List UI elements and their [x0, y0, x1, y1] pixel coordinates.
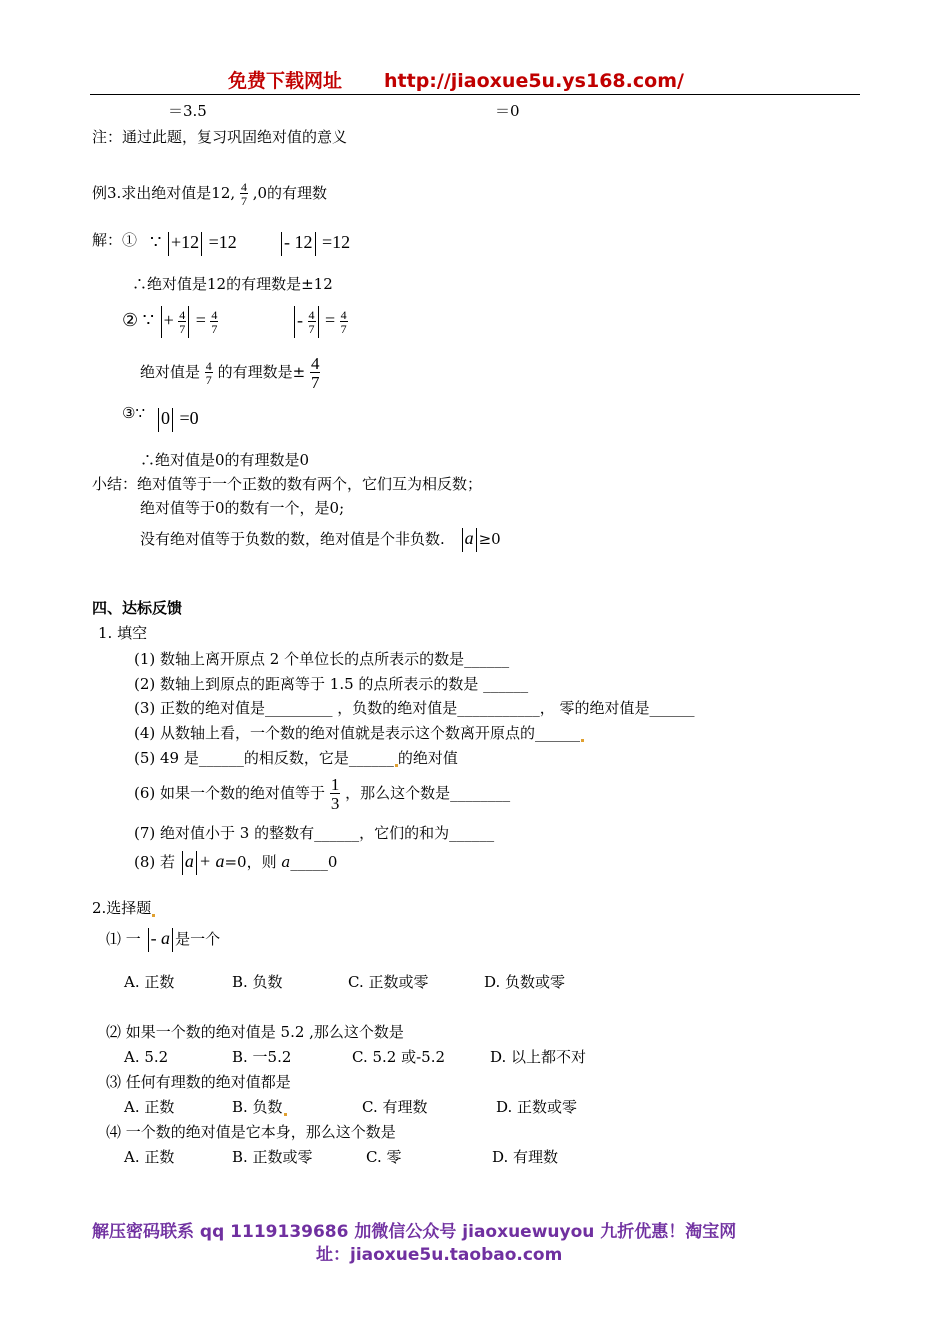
step2-minus: - — [297, 310, 303, 331]
step3-label: ③∵ — [122, 404, 145, 422]
q1-item4-text: (4) 从数轴上看，一个数的绝对值就是表示这个数离开原点的______ — [134, 724, 581, 742]
step2-conclusion-frac — [205, 360, 213, 386]
step3-equation — [156, 408, 199, 432]
abs-bar — [188, 306, 189, 338]
solution-label: 解：① — [92, 231, 138, 249]
q2-3-opt-b — [232, 1098, 287, 1116]
example3-suffix: ,0的有理数 — [252, 184, 328, 202]
abs-bar — [281, 232, 282, 256]
q1-item8-a: (8) 若 — [134, 853, 176, 872]
step2-conclusion — [140, 355, 320, 391]
header-url[interactable]: http://jiaoxue5u.ys168.com/ — [384, 70, 684, 92]
abs-bar — [161, 306, 162, 338]
step3-conclusion: ∴绝对值是0的有理数是0 — [140, 451, 310, 469]
footer-line2[interactable]: 址：jiaoxue5u.taobao.com — [316, 1245, 563, 1265]
step1-b: - 12 — [284, 232, 313, 253]
q1-item8-plus: + a — [198, 851, 225, 872]
frac-den: 7 — [240, 194, 247, 208]
abs-bar — [294, 306, 295, 338]
q1-item8 — [134, 851, 337, 875]
q1-item8-var: a — [184, 851, 194, 872]
q1-title: 1. 填空 — [98, 624, 148, 642]
q1-item5 — [134, 749, 458, 767]
q2-1-abs: - a — [150, 928, 171, 949]
frac-num: 4 — [211, 308, 218, 322]
step2-frac — [210, 309, 218, 335]
header-site-label: 免费下载网址 — [228, 70, 343, 92]
step1-equation-b — [279, 232, 350, 256]
abs-bar — [168, 232, 169, 256]
q2-title — [92, 899, 155, 917]
q2-2-opt-d: D. 以上都不对 — [490, 1048, 587, 1066]
frac-num: 4 — [310, 354, 320, 373]
step1-b-eq: =12 — [322, 232, 351, 253]
frac-num: 4 — [179, 308, 186, 322]
step2-plus: + — [163, 310, 174, 331]
frac-num: 4 — [340, 308, 347, 322]
q1-item4 — [134, 724, 584, 742]
step2-label: ② — [122, 310, 139, 331]
q2-4-opt-b: B. 正数或零 — [232, 1148, 313, 1166]
mark-dot — [152, 914, 155, 917]
example3-line — [92, 181, 327, 207]
abs-bar — [172, 928, 173, 952]
step1-a: +12 — [170, 232, 200, 253]
abs-bar — [201, 232, 202, 256]
step3-eq: =0 — [179, 408, 199, 429]
step1-a-eq: =12 — [208, 232, 237, 253]
abs-bar — [476, 528, 477, 552]
q2-4-opt-d: D. 有理数 — [492, 1148, 559, 1166]
q2-4-opt-c: C. 零 — [366, 1148, 402, 1166]
q1-item8-var2: a — [281, 853, 291, 872]
top-right-value: ＝0 — [495, 102, 520, 120]
q2-4-stem: ⑷ 一个数的绝对值是它本身，那么这个数是 — [106, 1123, 396, 1141]
q2-2-opt-c: C. 5.2 或-5.2 — [352, 1048, 446, 1066]
frac-num: 1 — [330, 775, 340, 794]
section4-title: 四、达标反馈 — [92, 599, 183, 617]
q2-1-stem-a: ⑴ 一 — [106, 930, 141, 949]
step2-frac — [178, 309, 186, 335]
summary-var: a — [464, 528, 474, 549]
q2-3-opt-c: C. 有理数 — [362, 1098, 428, 1116]
q1-item5-b: 的绝对值 — [397, 749, 458, 767]
step2-equation-b — [292, 306, 348, 338]
q2-title-text: 2.选择题 — [92, 899, 152, 917]
q2-1-stem — [106, 928, 220, 952]
summary-line1: 小结：绝对值等于一个正数的数有两个，它们互为相反数； — [92, 475, 483, 493]
q2-4-opt-a: A. 正数 — [124, 1148, 175, 1166]
q1-item3: (3) 正数的绝对值是_________ ，负数的绝对值是___________， 零的绝对值是______ — [134, 699, 695, 717]
abs-bar — [318, 306, 319, 338]
frac-den: 7 — [211, 322, 218, 336]
because-symbol: ∵ — [142, 310, 155, 331]
frac-den: 7 — [340, 322, 347, 336]
abs-bar — [315, 232, 316, 256]
q2-3-opt-b-text: B. 负数 — [232, 1098, 283, 1116]
step2-conclusion-frac-big — [310, 355, 321, 391]
frac-den: 7 — [308, 322, 315, 336]
mark-dot — [284, 1113, 287, 1116]
footer-line1: 解压密码联系 qq 1119139686 加微信公众号 jiaoxuewuyou 九折优惠！淘宝网 — [92, 1222, 737, 1242]
abs-bar — [158, 408, 159, 432]
abs-bar — [172, 408, 173, 432]
note-line: 注：通过此题，复习巩固绝对值的意义 — [92, 128, 348, 146]
step2-eq: = — [325, 310, 336, 331]
q2-3-stem: ⑶ 任何有理数的绝对值都是 — [106, 1073, 291, 1091]
mark-dot — [581, 739, 584, 742]
q1-item1: (1) 数轴上离开原点 2 个单位长的点所表示的数是______ — [134, 650, 510, 668]
top-left-value: ＝3.5 — [168, 102, 207, 120]
step2-eq: = — [195, 310, 206, 331]
step3-val: 0 — [161, 408, 170, 429]
q2-1-opt-b: B. 负数 — [232, 973, 283, 991]
summary-line3-text: 没有绝对值等于负数的数，绝对值是个非负数. — [140, 530, 445, 549]
q2-3-opt-d: D. 正数或零 — [496, 1098, 578, 1116]
step1-equation — [150, 232, 237, 256]
q1-item6 — [134, 776, 510, 812]
q2-2-stem: ⑵ 如果一个数的绝对值是 5.2 ,那么这个数是 — [106, 1023, 404, 1041]
q1-item6-b: ，那么这个数是________ — [345, 784, 511, 802]
q2-1-opt-c: C. 正数或零 — [348, 973, 429, 991]
frac-num: 4 — [308, 308, 315, 322]
q2-2-opt-a: A. 5.2 — [124, 1048, 169, 1066]
q2-1-stem-b: 是一个 — [175, 930, 221, 949]
summary-geq: ≥0 — [478, 530, 501, 549]
frac-den: 7 — [310, 373, 320, 392]
step2-conclusion-prefix: 绝对值是 — [140, 363, 201, 381]
q1-item8-b: =0，则 — [224, 853, 277, 872]
step2-frac — [340, 309, 348, 335]
frac-den: 7 — [179, 322, 186, 336]
q1-item7: (7) 绝对值小于 3 的整数有______，它们的和为______ — [134, 824, 495, 842]
frac-den: 7 — [205, 373, 212, 387]
header-divider — [90, 94, 860, 95]
q2-3-opt-a: A. 正数 — [124, 1098, 175, 1116]
example3-prefix: 例3.求出绝对值是12, — [92, 184, 236, 202]
abs-bar — [462, 528, 463, 552]
q1-item6-a: (6) 如果一个数的绝对值等于 — [134, 784, 326, 802]
abs-bar — [196, 851, 197, 875]
abs-bar — [148, 928, 149, 952]
step2-frac — [308, 309, 316, 335]
q2-2-opt-b: B. 一5.2 — [232, 1048, 292, 1066]
frac-num: 4 — [205, 359, 212, 373]
frac-den: 3 — [330, 794, 340, 813]
because-symbol: ∵ — [150, 232, 162, 253]
summary-line2: 绝对值等于0的数有一个，是0; — [140, 499, 345, 517]
q1-item5-a: (5) 49 是______的相反数，它是______ — [134, 749, 394, 767]
step1-conclusion: ∴绝对值是12的有理数是±12 — [132, 275, 333, 293]
step2-equation — [122, 306, 218, 338]
q1-item6-frac — [330, 776, 341, 812]
q1-item8-c: _____0 — [290, 853, 338, 872]
q1-item2: (2) 数轴上到原点的距离等于 1.5 的点所表示的数是 ______ — [134, 675, 529, 693]
frac-num: 4 — [240, 180, 247, 194]
q2-1-opt-d: D. 负数或零 — [484, 973, 566, 991]
summary-line3 — [140, 528, 501, 552]
q2-1-opt-a: A. 正数 — [124, 973, 175, 991]
example3-fraction — [240, 181, 248, 207]
abs-bar — [182, 851, 183, 875]
step2-conclusion-mid: 的有理数是± — [217, 363, 306, 381]
